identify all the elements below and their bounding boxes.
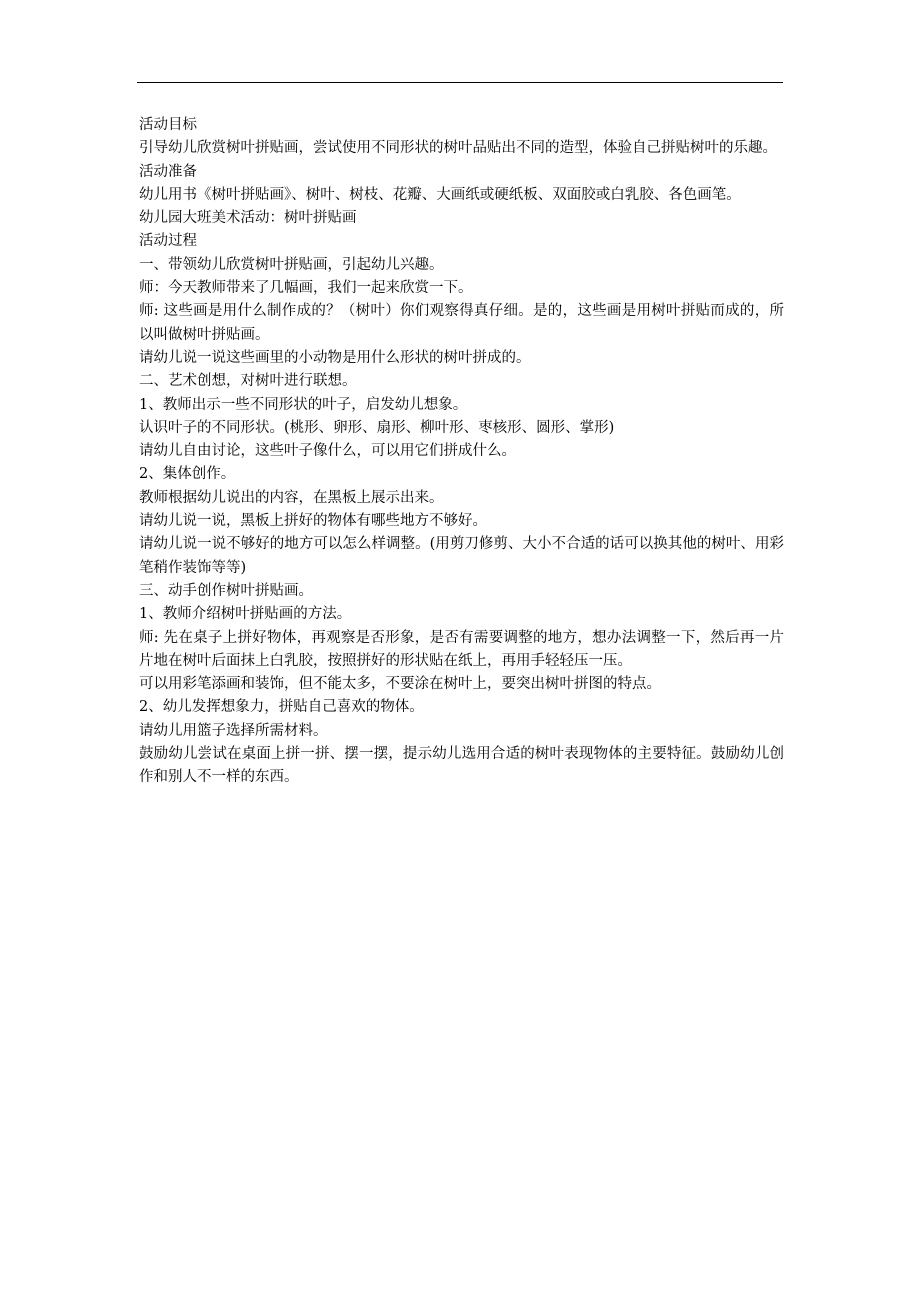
paragraph: 师：今天教师带来了几幅画，我们一起来欣赏一下。: [139, 280, 473, 297]
header-rule: [137, 82, 783, 83]
sub-step: 2、幼儿发挥想象力，拼贴自己喜欢的物体。: [139, 699, 424, 716]
step-heading: 三、动手创作树叶拼贴画。: [139, 582, 313, 599]
section-heading-process: 活动过程: [139, 233, 197, 250]
sub-step: 1、教师出示一些不同形状的叶子，启发幼儿想象。: [139, 396, 468, 413]
paragraph: 请幼儿说一说这些画里的小动物是用什么形状的树叶拼成的。: [139, 349, 531, 366]
paragraph: 请幼儿用篮子选择所需材料。: [139, 722, 328, 739]
paragraph: 鼓励幼儿尝试在桌面上拼一拼、摆一摆，提示幼儿选用合适的树叶表现物体的主要特征。鼓励幼儿创作和别人不一样的东西。: [139, 746, 784, 786]
step-heading: 一、带领幼儿欣赏树叶拼贴画，引起幼儿兴趣。: [139, 256, 444, 273]
sub-step: 1、教师介绍树叶拼贴画的方法。: [139, 606, 352, 623]
section-heading-preparation: 活动准备: [139, 163, 197, 180]
paragraph: 教师根据幼儿说出的内容，在黑板上展示出来。: [139, 489, 444, 506]
document-body: [139, 114, 784, 790]
paragraph: 可以用彩笔添画和装饰，但不能太多，不要涂在树叶上，要突出树叶拼图的特点。: [139, 676, 661, 693]
sub-step: 2、集体创作。: [139, 466, 236, 483]
step-heading: 二、艺术创想，对树叶进行联想。: [139, 373, 357, 390]
section-heading-goals: 活动目标: [139, 117, 197, 133]
paragraph: 认识叶子的不同形状。(桃形、卵形、扇形、柳叶形、枣核形、圆形、掌形): [139, 419, 615, 436]
paragraph: 请幼儿自由讨论，这些叶子像什么，可以用它们拼成什么。: [139, 443, 516, 460]
paragraph: 幼儿用书《树叶拼贴画》、树叶、树枝、花瓣、大画纸或硬纸板、双面胶或白乳胶、各色画笔。: [139, 186, 741, 203]
paragraph: 师: 这些画是用什么制作成的？（树叶）你们观察得真仔细。是的，这些画是用树叶拼贴而成的，所以叫做树叶拼贴画。: [139, 303, 784, 343]
paragraph: 请幼儿说一说不够好的地方可以怎么样调整。(用剪刀修剪、大小不合适的话可以换其他的树叶、用彩笔稍作装饰等等): [139, 536, 784, 576]
paragraph: 请幼儿说一说，黑板上拼好的物体有哪些地方不够好。: [139, 513, 487, 530]
paragraph: 师: 先在桌子上拼好物体，再观察是否形象，是否有需要调整的地方，想办法调整一下，然后再一片片地在树叶后面抹上白乳胶，按照拼好的形状贴在纸上，再用手轻轻压一压。: [139, 629, 784, 669]
document-title: 幼儿园大班美术活动：树叶拼贴画: [139, 210, 357, 227]
paragraph: 引导幼儿欣赏树叶拼贴画，尝试使用不同形状的树叶品贴出不同的造型，体验自己拼贴树叶的乐趣。: [139, 140, 777, 157]
